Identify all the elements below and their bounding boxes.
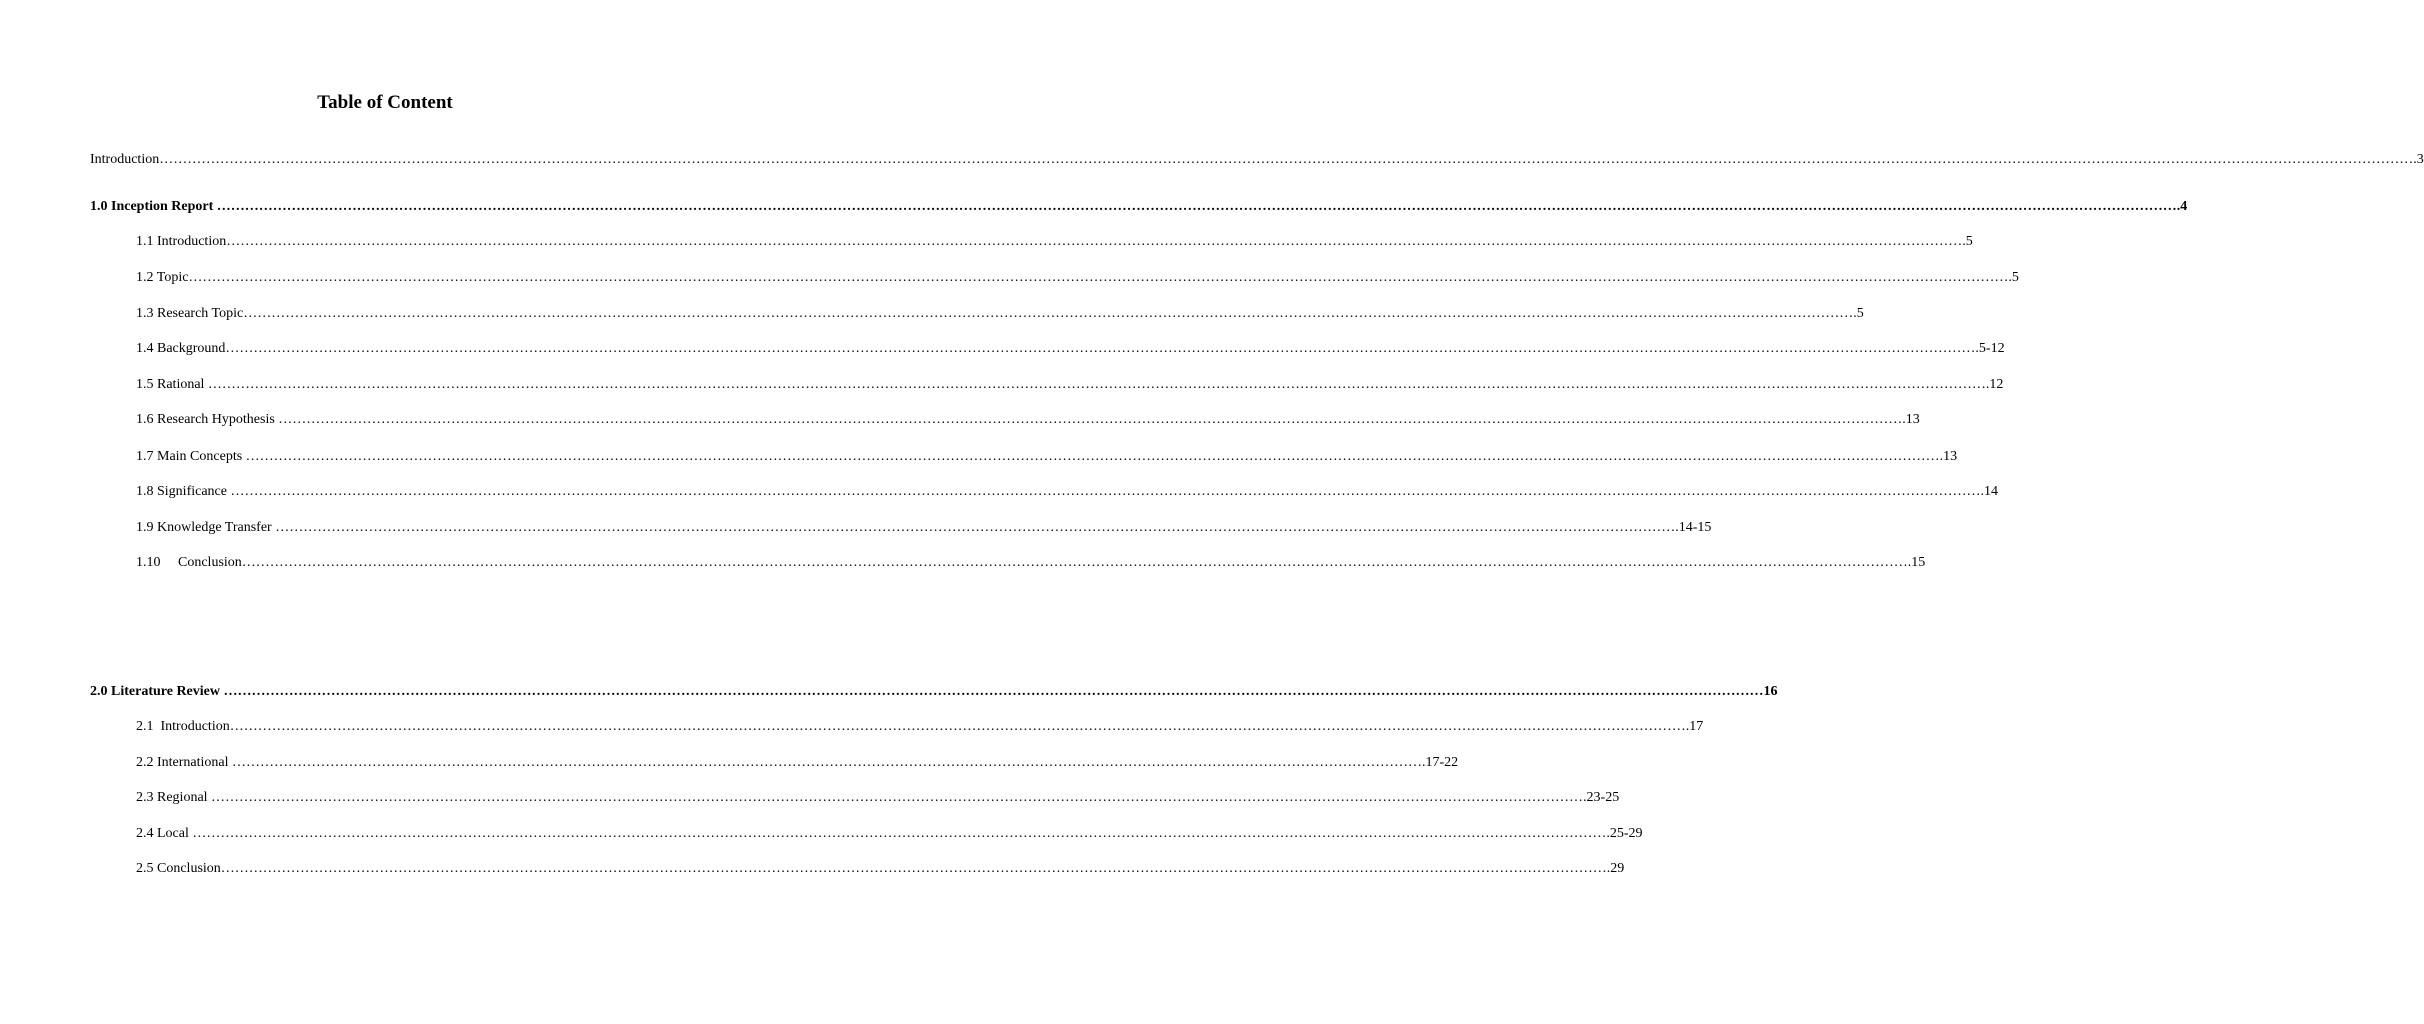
toc-entry-2-1: 2.1 Introduction…………………………………………………………………………………………………………………………………………………………………………………………………………………………………………………………………………………….17 [136, 719, 1704, 734]
toc-entry-1-6: 1.6 Research Hypothesis …………………………………………………………………………………………………………………………………………………………………………………………………………………………………………………………………………………………………………………….13 [136, 412, 1920, 427]
toc-entry-2-2: 2.2 International ………………………………………………………………………………………………………………………………………………………………………………………………………………………………….17-22 [136, 755, 1459, 770]
toc-entry-1-3: 1.3 Research Topic………………………………………………………………………………………………………………………………………………………………………………………………………………………………………………………………………………………………………………….5 [136, 306, 1864, 321]
page-title: Table of Content [317, 92, 453, 113]
toc-entry-2-4: 2.4 Local …………………………………………………………………………………………………………………………………………………………………………………………………………………………………………………………………………….25-29 [136, 826, 1643, 841]
toc-entry-1-8: 1.8 Significance …………………………………………………………………………………………………………………………………………………………………………………………………………………………………………………………………………………………………………………………………………….14 [136, 484, 1998, 499]
toc-entry-1-2: 1.2 Topic………………………………………………………………………………………………………………………………………………………………………………………………………………………………………………………………………………………………………………………………………………………….5 [136, 270, 2019, 285]
toc-entry-1-5: 1.5 Rational ………………………………………………………………………………………………………………………………………………………………………………………………………………………………………………………………………………………………………………………………………………….12 [136, 377, 2004, 392]
toc-entry-2-3: 2.3 Regional …………………………………………………………………………………………………………………………………………………………………………………………………………………………………………………………………….23-25 [136, 790, 1620, 805]
toc-entry-introduction: Introduction…………………………………………………………………………………………………………………………………………………………………………………………………………………………………………………………………………………………………………………………………………………………………………………………………………………………………………….3 [90, 152, 2424, 167]
toc-entry-1-0: 1.0 Inception Report …………………………………………………………………………………………………………………………………………………………………………………………………………………………………………………………………………………………………………………………………………………………………………………….4 [90, 199, 2188, 214]
toc-entry-1-4: 1.4 Background…………………………………………………………………………………………………………………………………………………………………………………………………………………………………………………………………………………………………………………………………………….5-12 [136, 341, 2005, 356]
toc-entry-1-10: 1.10 Conclusion…………………………………………………………………………………………………………………………………………………………………………………………………………………………………………………………………………………………………………………………….15 [136, 555, 1926, 570]
toc-entry-1-7: 1.7 Main Concepts ………………………………………………………………………………………………………………………………………………………………………………………………………………………………………………………………………………………………………………………………….13 [136, 449, 1958, 464]
toc-entry-2-5: 2.5 Conclusion……………………………………………………………………………………………………………………………………………………………………………………………………………………………………………………………………….29 [136, 861, 1625, 876]
toc-entry-1-1: 1.1 Introduction………………………………………………………………………………………………………………………………………………………………………………………………………………………………………………………………………………………………………………………………………….5 [136, 234, 1973, 249]
toc-entry-1-9: 1.9 Knowledge Transfer ………………………………………………………………………………………………………………………………………………………………………………………………………………………………………………………………………….14-15 [136, 520, 1712, 535]
toc-entry-2-0: 2.0 Literature Review ……………………………………………………………………………………………………………………………………………………………………………………………………………………………………………………………………………………………………16 [90, 684, 1778, 699]
